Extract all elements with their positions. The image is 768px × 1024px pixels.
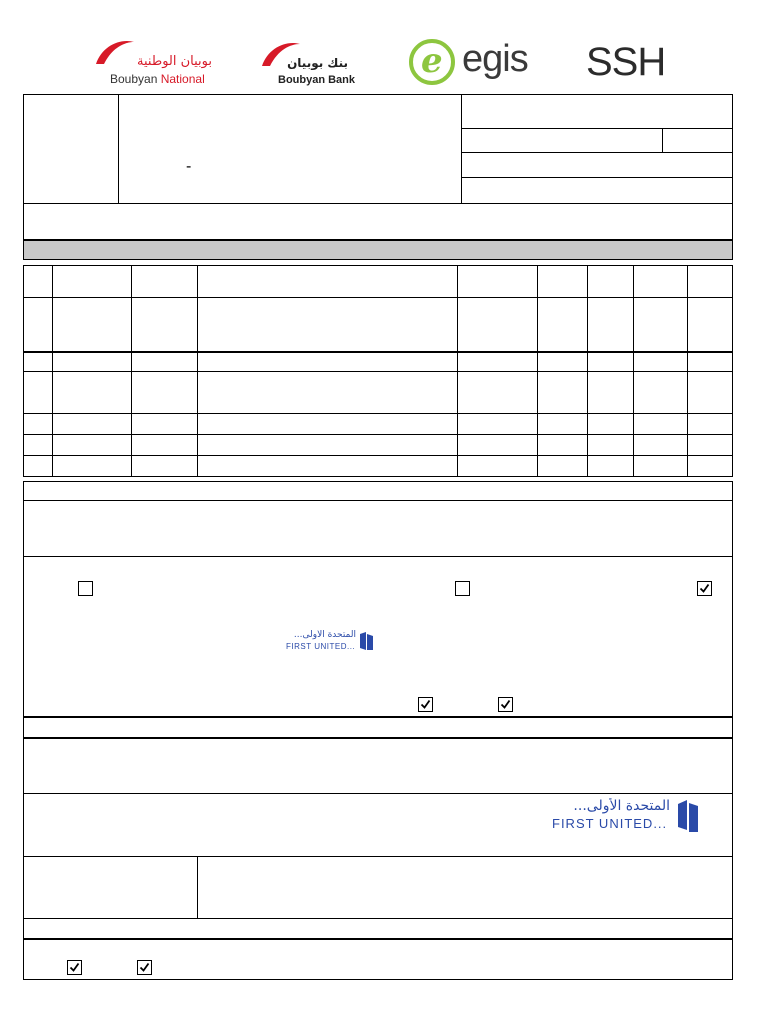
checkbox-1[interactable] xyxy=(78,581,93,596)
stamp-arabic: المتحدة الأولى... xyxy=(293,630,356,640)
checkbox-4[interactable] xyxy=(418,697,433,712)
table-row xyxy=(23,371,733,372)
checkbox-6[interactable] xyxy=(67,960,82,975)
stamp-latin: FIRST UNITED... xyxy=(286,642,356,651)
table-row xyxy=(23,413,733,414)
table-row xyxy=(23,351,733,353)
notes-block xyxy=(23,481,733,717)
boubyan-national-logo xyxy=(90,36,220,90)
table-row xyxy=(23,297,733,298)
checkmark-icon xyxy=(699,583,710,594)
boubyan-national-arabic: بوبيان الوطنية xyxy=(137,54,212,69)
approval-block xyxy=(23,717,733,980)
table-row xyxy=(23,434,733,435)
stamp-arabic: المتحدة الأولى... xyxy=(573,798,670,814)
checkbox-2[interactable] xyxy=(455,581,470,596)
checkmark-icon xyxy=(139,962,150,973)
header-dash: - xyxy=(186,158,192,175)
checkmark-icon xyxy=(69,962,80,973)
checkmark-icon xyxy=(420,699,431,710)
checkbox-7[interactable] xyxy=(137,960,152,975)
boubyan-bank-latin: Boubyan Bank xyxy=(278,74,356,86)
boubyan-national-latin: Boubyan National xyxy=(110,72,205,86)
checkmark-icon xyxy=(500,699,511,710)
first-united-stamp-1 xyxy=(286,630,382,658)
checkbox-5[interactable] xyxy=(498,697,513,712)
first-united-mark-icon xyxy=(676,800,700,834)
egis-wordmark: egis xyxy=(462,38,528,80)
ssh-logo: SSH xyxy=(586,40,666,84)
boubyan-bank-logo xyxy=(258,40,368,92)
boubyan-bank-arabic: بنك بوبيان xyxy=(287,56,348,70)
shaded-section-band xyxy=(23,240,733,260)
first-united-stamp-2 xyxy=(552,798,702,838)
checkbox-3[interactable] xyxy=(697,581,712,596)
form-header-block xyxy=(23,94,733,240)
table-row xyxy=(23,455,733,456)
egis-mark-letter: e xyxy=(421,41,443,81)
stamp-latin: FIRST UNITED... xyxy=(552,816,668,831)
first-united-mark-icon xyxy=(358,632,374,652)
egis-logo xyxy=(408,38,548,86)
